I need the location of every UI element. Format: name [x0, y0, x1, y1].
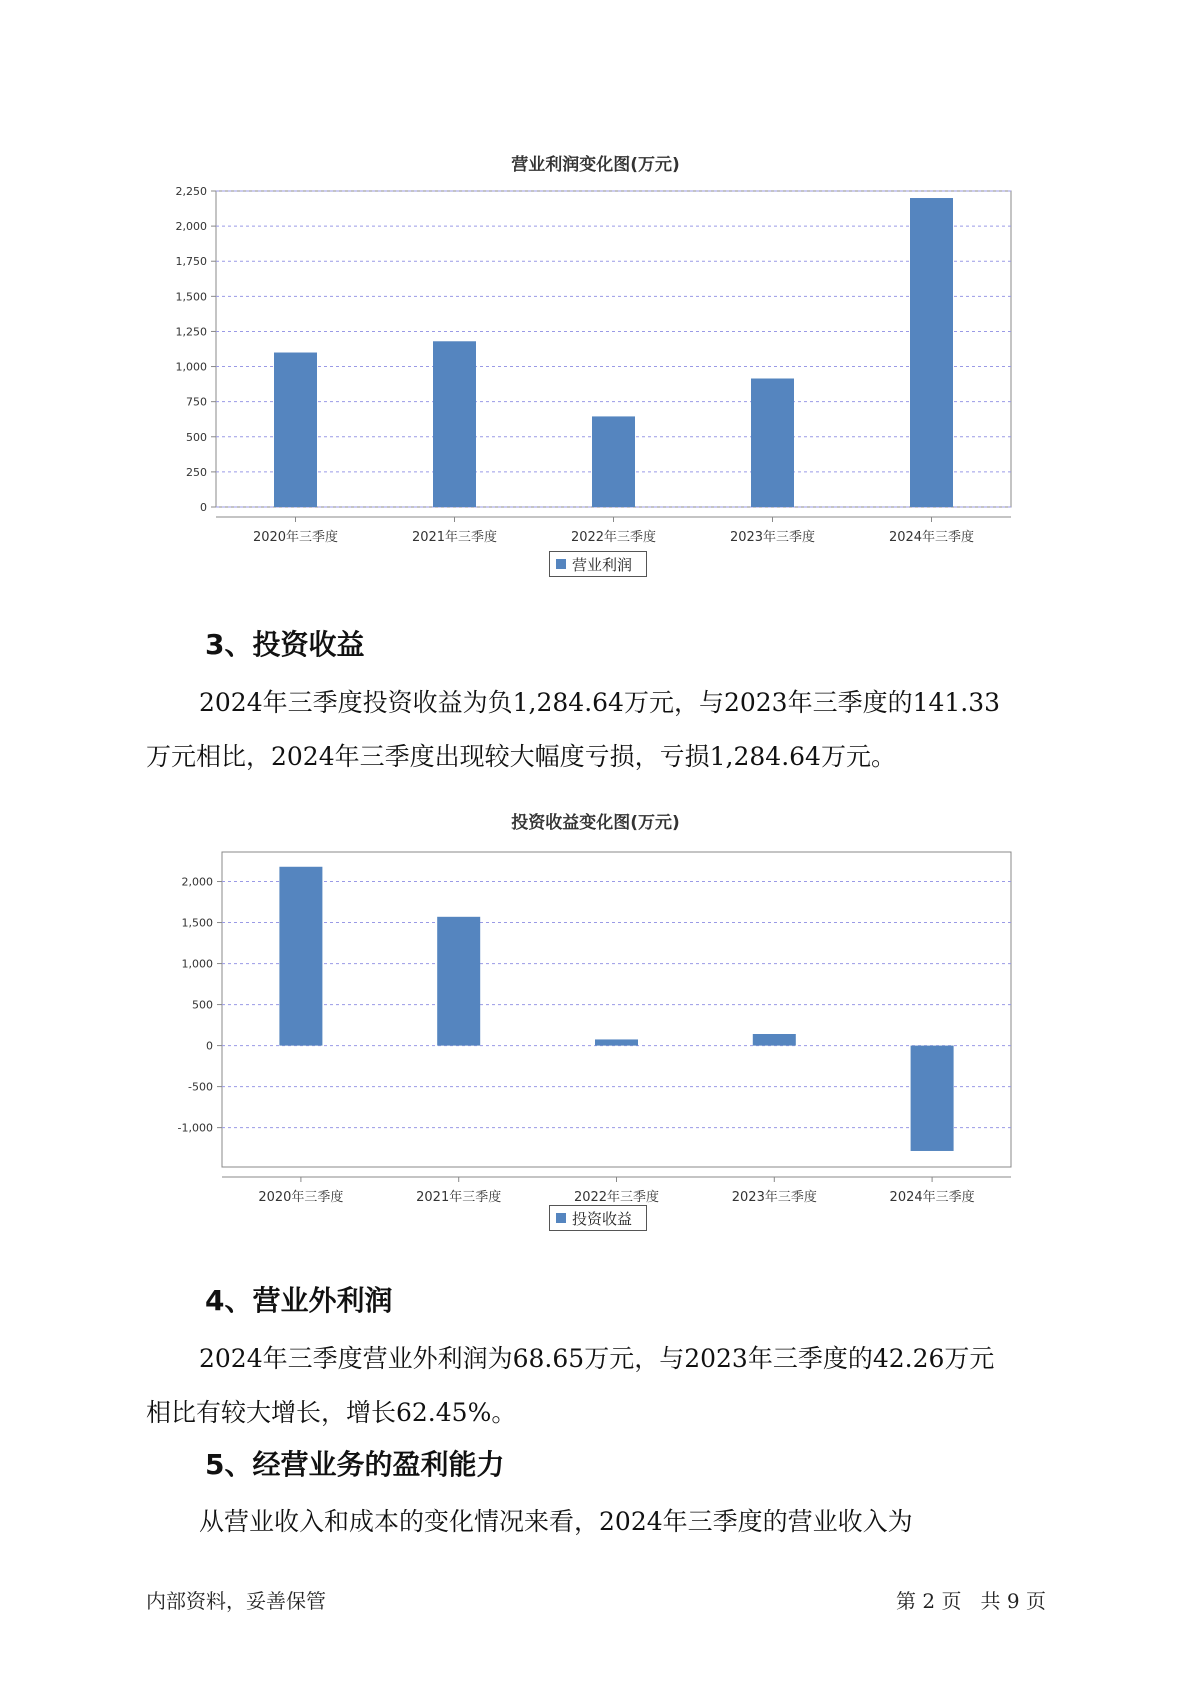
x-tick-label: 2022年三季度 [570, 530, 657, 545]
x-tick-label: 2020年三季度 [252, 530, 339, 545]
y-tick-label: 1,000 [181, 957, 213, 971]
section-4-line-2: 相比有较大增长，增长62.45%。 [146, 1398, 517, 1427]
y-tick-label: 1,000 [175, 360, 207, 374]
y-tick-label: 2,000 [175, 220, 207, 234]
y-tick-label: 0 [200, 501, 207, 514]
section-4-heading: 4、营业外利润 [205, 1284, 393, 1317]
section-4-line-1: 2024年三季度营业外利润为68.65万元，与2023年三季度的42.26万元 [199, 1344, 995, 1373]
y-tick-label: 500 [186, 430, 207, 444]
chart2-legend-label: 投资收益 [572, 1209, 633, 1228]
x-tick-label: 2020年三季度 [258, 1190, 344, 1205]
chart2-legend [549, 1205, 647, 1231]
legend-swatch-icon [556, 1213, 566, 1223]
y-tick-label: 2,000 [181, 875, 213, 889]
section-5-heading: 5、经营业务的盈利能力 [205, 1448, 505, 1481]
x-tick-label: 2023年三季度 [729, 530, 816, 545]
y-tick-label: 1,500 [181, 916, 213, 930]
footer-page-number: 第 2 页 共 9 页 [896, 1589, 1046, 1613]
footer-confidential: 内部资料，妥善保管 [146, 1589, 326, 1613]
x-tick-label: 2021年三季度 [416, 1190, 502, 1205]
x-tick-label: 2022年三季度 [573, 1190, 660, 1205]
chart1-title: 营业利润变化图(万元) [511, 155, 680, 175]
y-tick-label: 500 [192, 998, 213, 1012]
section-4-paragraph [146, 1332, 1046, 1440]
section-5-line-1: 从营业收入和成本的变化情况来看，2024年三季度的营业收入为 [199, 1507, 913, 1536]
y-tick-label: 2,250 [175, 185, 207, 198]
section-3-line-2: 万元相比，2024年三季度出现较大幅度亏损，亏损1,284.64万元。 [146, 742, 896, 771]
bar [753, 1034, 796, 1046]
bar [595, 1039, 638, 1045]
section-3-line-1: 2024年三季度投资收益为负1,284.64万元，与2023年三季度的141.33 [199, 688, 1001, 717]
y-tick-label: -1,000 [177, 1121, 213, 1135]
y-tick-label: 750 [186, 395, 207, 409]
y-tick-label: 0 [206, 1039, 213, 1053]
bar [911, 1046, 954, 1151]
plot-area [222, 852, 1011, 1167]
y-tick-label: -500 [188, 1080, 213, 1094]
y-tick-label: 250 [186, 465, 207, 479]
chart2-title: 投资收益变化图(万元) [511, 813, 680, 833]
bar [437, 917, 480, 1046]
chart1-legend-label: 营业利润 [572, 555, 633, 574]
section-5-paragraph [146, 1495, 1046, 1549]
y-tick-label: 1,750 [175, 255, 207, 269]
x-tick-label: 2024年三季度 [889, 1190, 975, 1205]
y-tick-label: 1,500 [175, 290, 207, 304]
y-tick-label: 1,250 [175, 325, 207, 339]
section-3-heading: 3、投资收益 [205, 628, 365, 661]
x-tick-label: 2021年三季度 [411, 530, 498, 545]
x-tick-label: 2023年三季度 [731, 1190, 817, 1205]
x-tick-label: 2024年三季度 [888, 530, 975, 545]
bar [279, 867, 322, 1046]
